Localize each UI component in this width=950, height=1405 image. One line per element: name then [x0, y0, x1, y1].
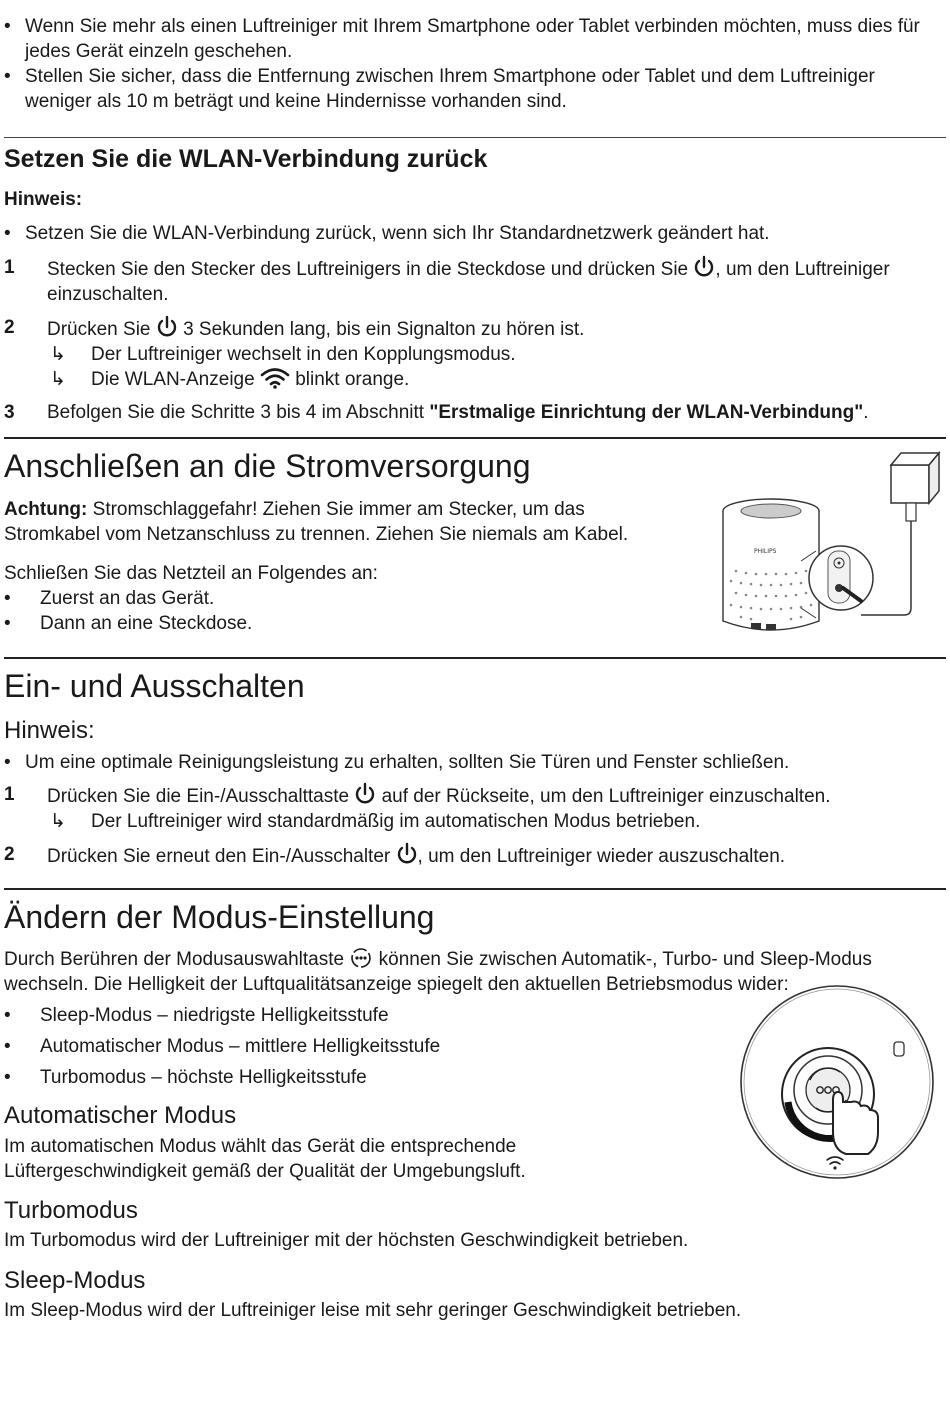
section-heading-power-supply: Anschließen an die Stromversorgung	[4, 448, 531, 484]
intro-text: Durch Berühren der Modusauswahltaste	[4, 949, 345, 970]
section-heading-wlan-reset: Setzen Sie die WLAN-Verbindung zurück	[4, 145, 488, 173]
turbo-mode-text: Im Turbomodus wird der Luftreiniger mit der höchsten Geschwindigkeit betrieben.	[4, 1230, 689, 1251]
power-icon	[693, 255, 715, 279]
divider	[4, 657, 946, 659]
step-text: Befolgen Sie die Schritte 3 bis 4 im Abschnitt	[47, 402, 430, 423]
step-number: 2	[4, 317, 15, 338]
result-text: Der Luftreiniger wird standardmäßig im automatischen Modus betrieben.	[91, 811, 701, 832]
step-text: 3 Sekunden lang, bis ein Signalton zu hören ist.	[183, 319, 585, 340]
step-text: Stecken Sie den Stecker des Luftreinigers in die Steckdose und drücken Sie	[47, 259, 689, 280]
step-number: 2	[4, 844, 15, 865]
intro-bullet: • Wenn Sie mehr als einen Luftreiniger mit Ihrem Smartphone oder Tablet verbinden möchten, muss dies für jedes Gerät einzeln geschehen.	[4, 14, 946, 64]
divider	[4, 888, 946, 890]
mode-bullet: • Turbomodus – höchste Helligkeitsstufe	[4, 1065, 946, 1090]
step-2	[4, 842, 946, 869]
step-1	[4, 782, 946, 809]
step-2	[4, 315, 946, 342]
intro-bullet: • Stellen Sie sicher, dass die Entfernung zwischen Ihrem Smartphone oder Tablet und dem Luftreiniger weniger als 10 m beträgt und keine Hindernisse vorhanden sind.	[4, 64, 946, 114]
step-2-result	[4, 342, 946, 367]
step-text: Drücken Sie	[47, 319, 151, 340]
result-text: Der Luftreiniger wechselt in den Kopplungsmodus.	[91, 344, 516, 365]
note-bullet: • Setzen Sie die WLAN-Verbindung zurück, wenn sich Ihr Standardnetzwerk geändert hat.	[4, 221, 946, 246]
power-icon	[156, 315, 178, 339]
step-text: , um den Luftreiniger wieder auszuschalten.	[417, 846, 786, 867]
note-label: Hinweis:	[4, 189, 83, 210]
device-brand: PHILIPS	[754, 548, 777, 555]
result-text: Die WLAN-Anzeige	[91, 369, 255, 390]
step-1	[4, 255, 946, 307]
caution-label: Achtung:	[4, 499, 88, 520]
step-text: .	[863, 402, 869, 423]
connect-intro: Schließen Sie das Netzteil an Folgendes an:	[4, 563, 378, 584]
step-text: Drücken Sie erneut den Ein-/Ausschalter	[47, 846, 391, 867]
divider	[4, 437, 946, 439]
section-reference: "Erstmalige Einrichtung der WLAN-Verbindung"	[429, 402, 864, 423]
mode-bullet: • Sleep-Modus – niedrigste Helligkeitsstufe	[4, 1003, 946, 1028]
connect-bullet: • Dann an eine Steckdose.	[4, 611, 704, 636]
caution-text	[4, 497, 684, 547]
mode-button-illustration	[728, 982, 946, 1182]
note-bullet: • Um eine optimale Reinigungsleistung zu erhalten, sollten Sie Türen und Fenster schließen.	[4, 750, 946, 775]
step-text: , um den Luftreiniger einzuschalten.	[47, 259, 890, 305]
step-3	[4, 400, 946, 425]
step-number: 1	[4, 784, 15, 805]
intro-text: können Sie zwischen Automatik-, Turbo- und Sleep-Modus wechseln. Die Helligkeit der Luftqualitätsanzeige spiegelt den aktuellen Betriebsmodus wider:	[4, 949, 872, 995]
sleep-mode-text: Im Sleep-Modus wird der Luftreiniger leise mit sehr geringer Geschwindigkeit betrieben.	[4, 1300, 742, 1321]
mode-bullet: • Automatischer Modus – mittlere Helligkeitsstufe	[4, 1034, 946, 1059]
purifier-power-illustration	[716, 443, 950, 643]
step-number: 1	[4, 257, 15, 278]
section-heading-on-off: Ein- und Ausschalten	[4, 668, 305, 704]
step-number: 3	[4, 402, 15, 423]
result-text: blinkt orange.	[295, 369, 410, 390]
step-1-result	[4, 809, 946, 834]
power-icon	[354, 782, 376, 806]
subheading-turbo-mode: Turbomodus	[4, 1197, 138, 1224]
auto-mode-text: Im automatischen Modus wählt das Gerät die entsprechende Lüftergeschwindigkeit gemäß der Qualität der Umgebungsluft.	[4, 1136, 526, 1182]
section-heading-mode: Ändern der Modus-Einstellung	[4, 899, 435, 935]
connect-bullet: • Zuerst an das Gerät.	[4, 586, 704, 611]
step-2-result	[4, 367, 946, 392]
subheading-sleep-mode: Sleep-Modus	[4, 1267, 146, 1294]
wifi-icon	[260, 367, 290, 389]
result-arrow-icon: ↳	[50, 811, 66, 832]
caution-body: Stromschlaggefahr! Ziehen Sie immer am Stecker, um das Stromkabel vom Netzanschluss zu trennen. Ziehen Sie niemals am Kabel.	[4, 499, 629, 545]
power-icon	[396, 842, 418, 866]
result-arrow-icon: ↳	[50, 344, 66, 365]
note-label: Hinweis:	[4, 717, 95, 744]
divider	[4, 137, 946, 138]
mode-select-icon	[349, 947, 373, 969]
step-text: auf der Rückseite, um den Luftreiniger einzuschalten.	[381, 786, 831, 807]
result-arrow-icon: ↳	[50, 369, 66, 390]
subheading-auto-mode: Automatischer Modus	[4, 1102, 237, 1129]
step-text: Drücken Sie die Ein-/Ausschalttaste	[47, 786, 350, 807]
